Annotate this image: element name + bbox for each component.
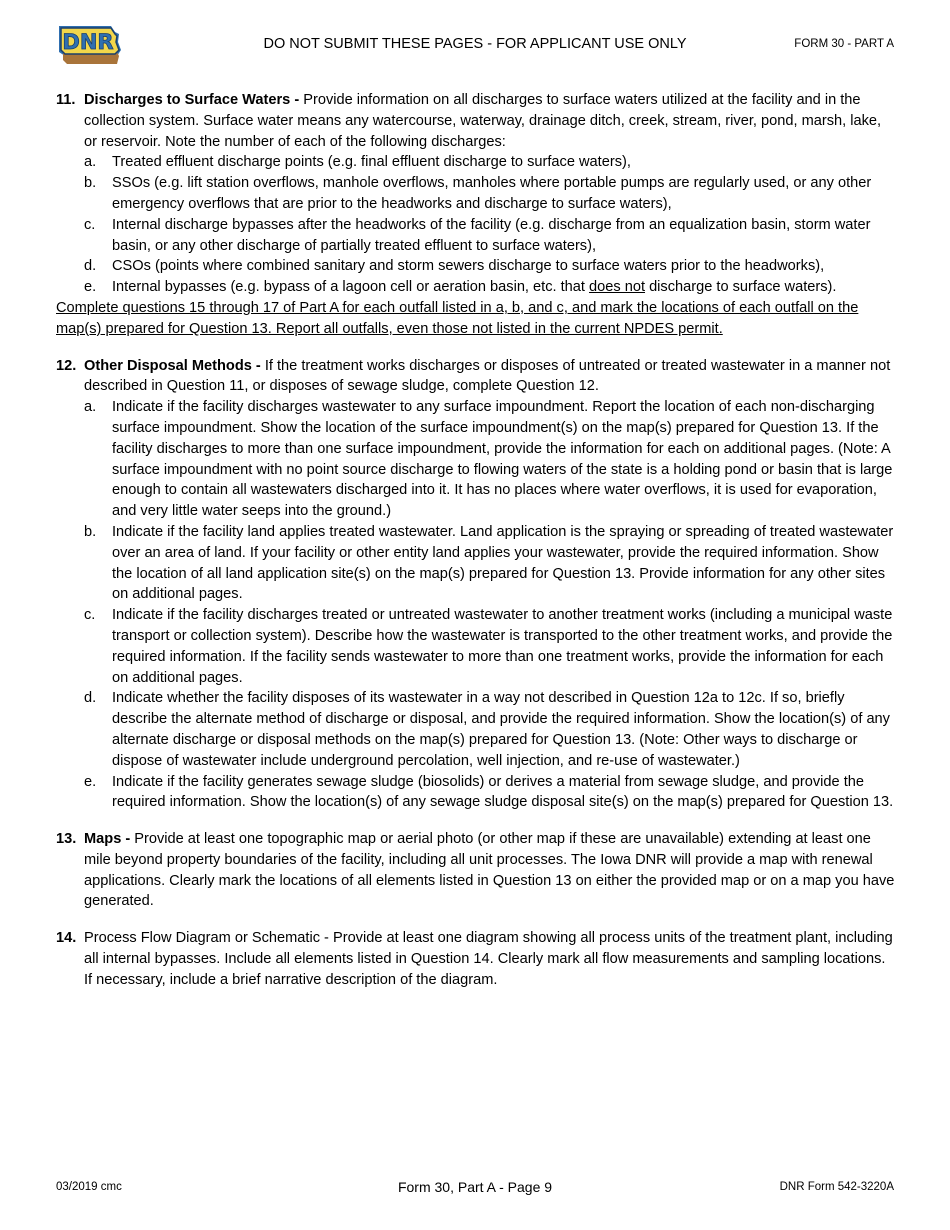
question-number: 14.: [56, 930, 77, 947]
header-notice: DO NOT SUBMIT THESE PAGES - FOR APPLICANT USE ONLY: [263, 36, 687, 52]
list-item: [56, 277, 896, 298]
dnr-logo-text: DNR: [62, 30, 114, 54]
question-14: [56, 928, 896, 990]
question-title: Other Disposal Methods -: [84, 357, 261, 374]
item-text: Indicate if the facility discharges wastewater to any surface impoundment. Report the location of each non-discharging surface impoundment. Show the location of the surface impoundment(s) on the map(s) prepared for Question 13. If the facility discharges to more than one surface impoundment, provide the information for each on additional pages. (Note: A surface impoundment with no point source discharge to flowing waters of the state is a holding pond or basin that is large enough to contain all wastewaters discharged into it. It has no places where water overflows, it is used for evaporation, and very little water seeps into the ground.): [112, 399, 893, 520]
list-item: [56, 256, 896, 277]
list-item: [56, 522, 896, 605]
item-letter: b.: [84, 523, 97, 540]
item-text: Indicate whether the facility disposes of its wastewater in a way not described in Question 12a to 12c. If so, briefly describe the alternate method of discharge or disposal, and provide the required information. Show the location(s) of any alternate discharge or disposal methods on the map(s) prepared for Question 13. (Note: Other ways to discharge or dispose of wastewater include underground percolation, well injection, and re-use of wastewater.): [112, 690, 890, 769]
item-text: Internal bypasses (e.g. bypass of a lagoon cell or aeration basin, etc. that: [112, 279, 590, 296]
question-13: [56, 829, 896, 912]
question-number: 12.: [56, 357, 77, 374]
header-form-label: FORM 30 - PART A: [794, 38, 894, 50]
question-intro: Provide information on all discharges to surface waters utilized at the facility and in the collection system. Surface water means any watercourse, waterway, drainage ditch, creek, stream, river, pond, marsh, lake, or reservoir. Note the number of each of the following discharges:: [84, 92, 882, 150]
list-item: [56, 772, 896, 814]
question-text: Process Flow Diagram or Schematic - Provide at least one diagram showing all process units of the treatment plant, including all internal bypasses. Include all elements listed in Question 14. Clearly mark all flow measurements and sampling locations. If necessary, include a brief narrative description of the diagram.: [84, 930, 893, 988]
list-item: [56, 173, 896, 215]
item-letter: d.: [84, 258, 97, 275]
question-number: 13.: [56, 831, 77, 848]
question-11: [56, 90, 896, 152]
footer-revision: 03/2019 cmc: [56, 1181, 122, 1193]
item-letter: a.: [84, 154, 97, 171]
list-item: [56, 215, 896, 257]
item-text: Indicate if the facility discharges treated or untreated wastewater to another treatment works (including a municipal waste transport or collection system). Describe how the wastewater is transported to the other treatment works, and provide the required information. If the facility sends wastewater to more than one treatment works, provide the information for each on additional pages.: [112, 607, 893, 686]
question-intro: If the treatment works discharges or disposes of untreated or treated wastewater in a manner not described in Question 11, or disposes of sewage sludge, complete Question 12.: [84, 357, 891, 395]
item-text: Indicate if the facility generates sewage sludge (biosolids) or derives a material from sewage sludge, and provide the required information. Show the location(s) of any sewage sludge disposal site(s) on the map(s) prepared for Question 13.: [112, 773, 894, 811]
footer-page-number: Form 30, Part A - Page 9: [397, 1179, 553, 1195]
question-12: [56, 356, 896, 398]
question-title: Discharges to Surface Waters -: [84, 92, 300, 108]
list-item: [56, 605, 896, 688]
list-item: [56, 152, 896, 173]
item-letter: e.: [84, 279, 97, 296]
item-text: SSOs (e.g. lift station overflows, manhole overflows, manholes where portable pumps are regularly used, or any other emergency overflows that are prior to the headworks and discharge to surface waters),: [112, 175, 872, 212]
document-body: [56, 90, 896, 991]
item-text: Treated effluent discharge points (e.g. final effluent discharge to surface waters),: [112, 154, 631, 171]
item-letter: c.: [84, 607, 96, 624]
item-emphasis: does not: [589, 279, 646, 296]
item-text: Internal discharge bypasses after the headworks of the facility (e.g. discharge from an equalization basin, storm water basin, or any other discharge of partially treated effluent to surface waters),: [112, 216, 871, 254]
list-item: [56, 688, 896, 771]
question-number: 11.: [56, 92, 76, 108]
footer-form-number: DNR Form 542-3220A: [779, 1181, 894, 1193]
question-text: Provide at least one topographic map or aerial photo (or other map if these are unavailable) extending at least one mile beyond property boundaries of the facility, including all unit processes. The Iowa DNR will provide a map with renewal applications. Clearly mark the locations of all elements listed in Question 13 on either the provided map or on a map you have generated.: [84, 831, 895, 910]
item-letter: e.: [84, 773, 97, 790]
list-item: [56, 397, 896, 522]
item-text: Indicate if the facility land applies treated wastewater. Land application is the spraying or spreading of treated wastewater over an area of land. If your facility or other entity land applies your wastewater, provide the required information. Show the location of all land application site(s) on the map(s) prepared for Question 13. Provide information for any other sites on additional pages.: [112, 523, 894, 603]
item-letter: a.: [84, 399, 97, 416]
item-letter: d.: [84, 690, 97, 707]
item-text: discharge to surface waters).: [645, 279, 837, 296]
item-text: CSOs (points where combined sanitary and storm sewers discharge to surface waters prior to the headworks),: [112, 258, 825, 275]
question-title: Maps -: [84, 831, 131, 848]
item-letter: b.: [84, 175, 97, 192]
outfall-note: Complete questions 15 through 17 of Part A for each outfall listed in a, b, and c, and mark the locations of each outfall on the map(s) prepared for Question 13. Report all outfalls, even those not listed in the current NPDES permit.: [56, 299, 859, 337]
item-letter: c.: [84, 216, 96, 233]
